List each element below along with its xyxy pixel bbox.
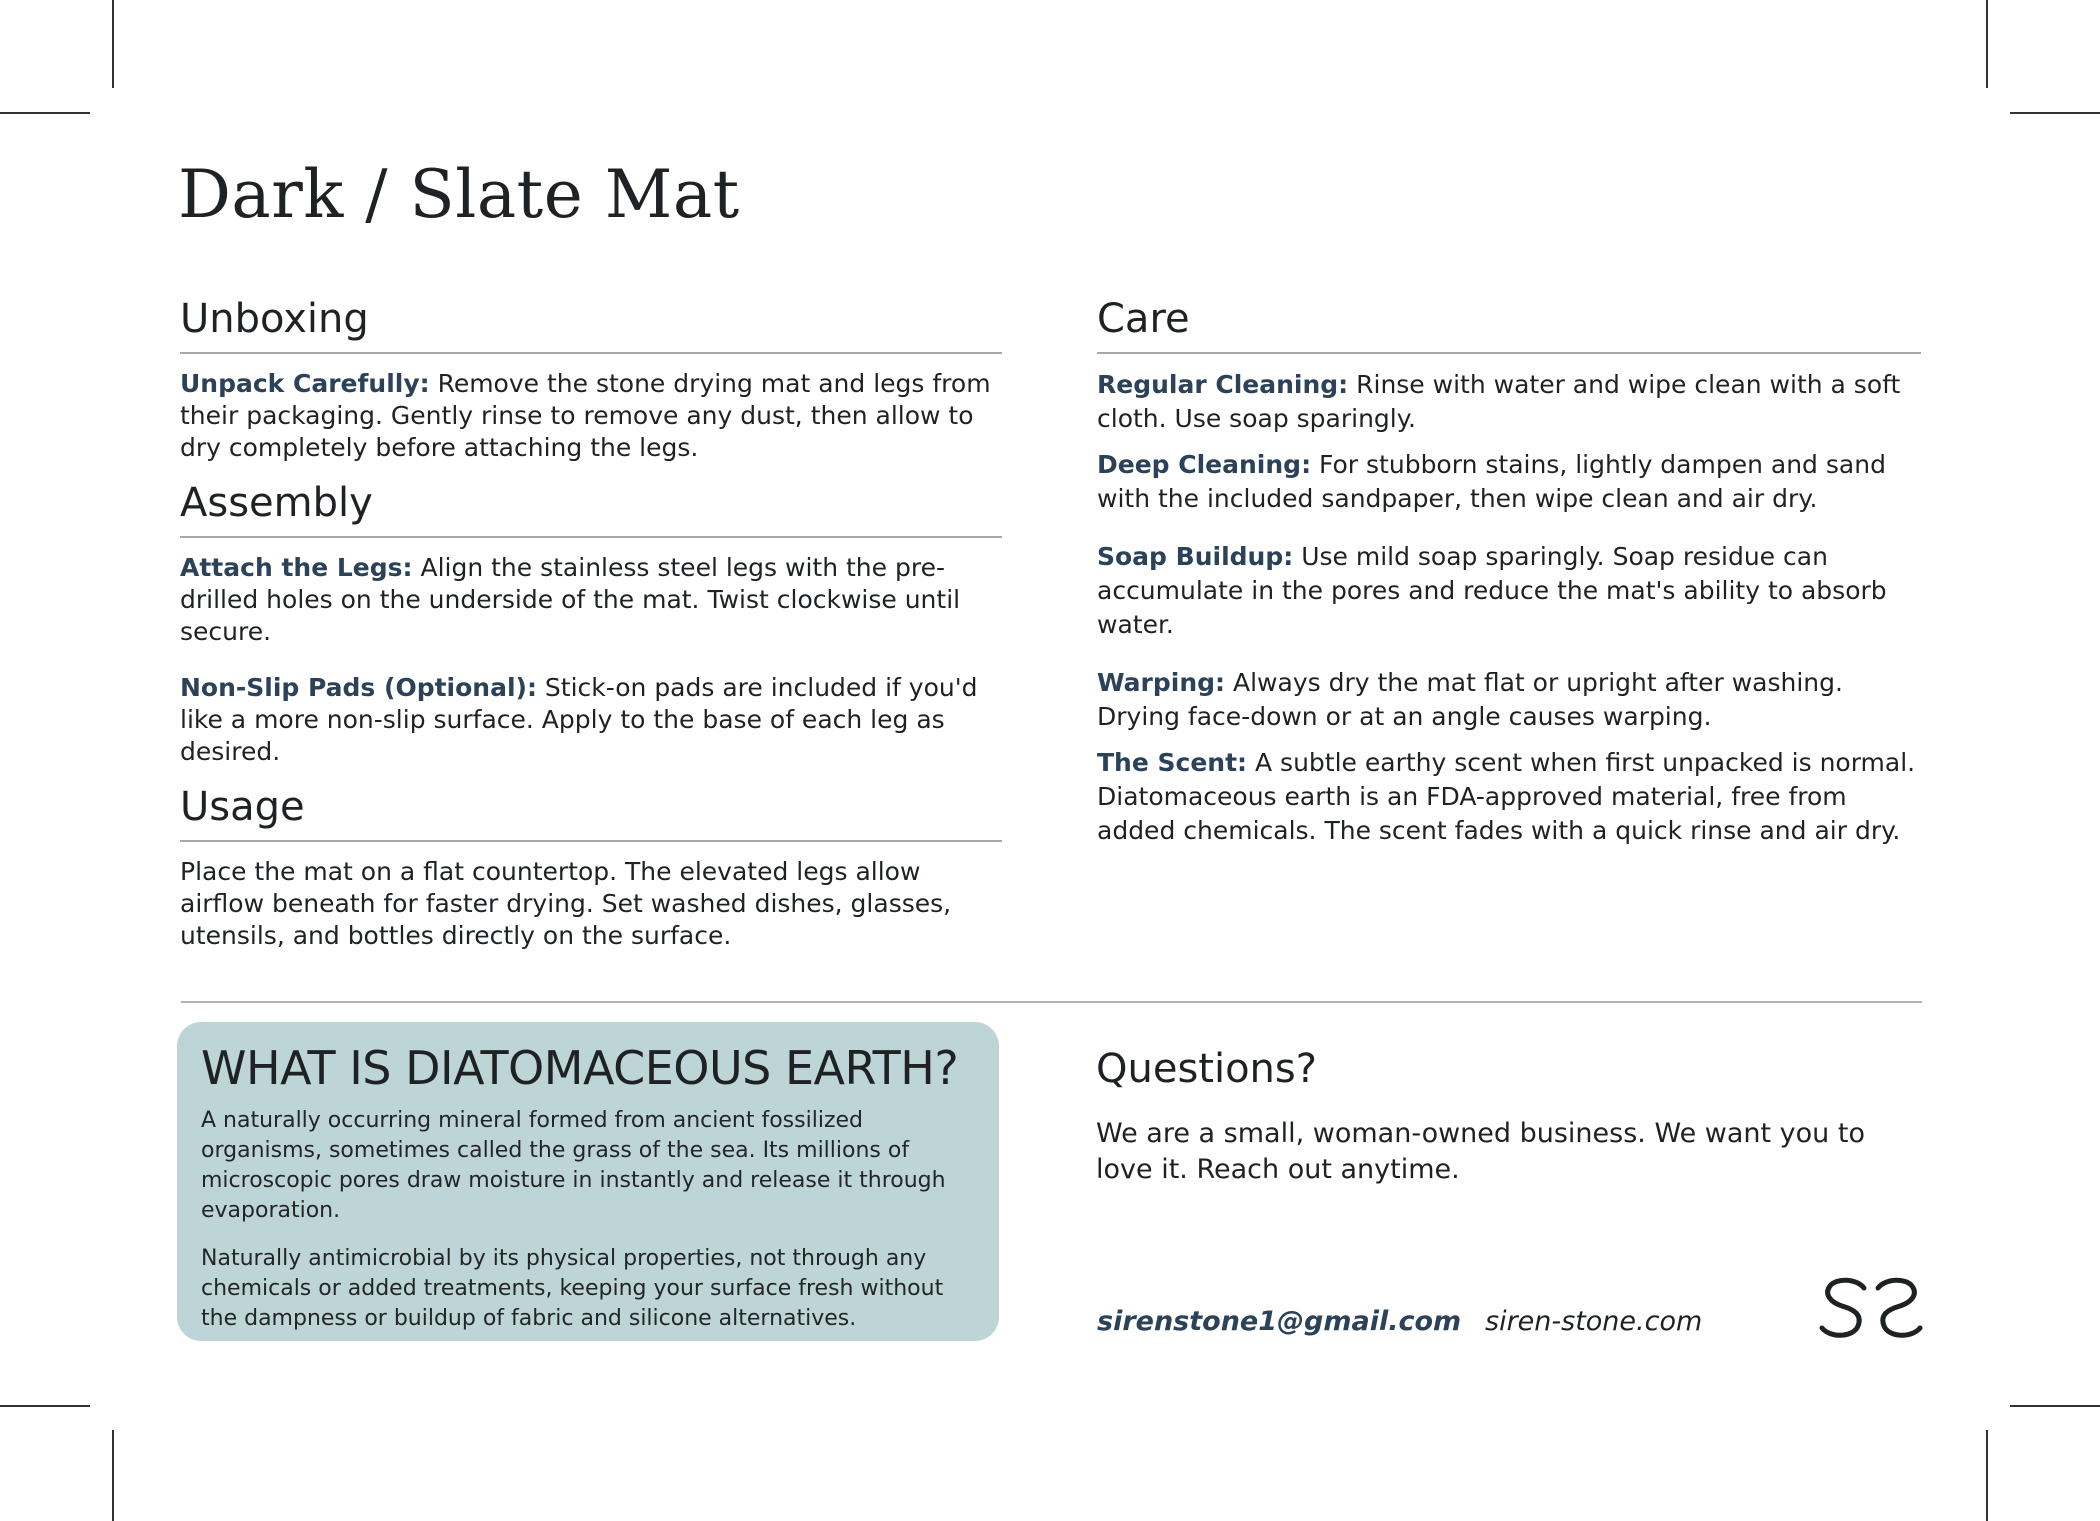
info-box-title: WHAT IS DIATOMACEOUS EARTH? [201, 1041, 959, 1095]
care-item [1097, 666, 1921, 734]
unboxing-item [180, 368, 1002, 464]
website-link[interactable]: siren-stone.com [1485, 1306, 1703, 1337]
crop-mark [0, 112, 90, 114]
crop-mark [2010, 112, 2100, 114]
item-text: For stubborn stains, lightly dampen and sand with the included sandpaper, then wipe clean and air dry. [1097, 450, 1886, 513]
item-label: Warping: [1097, 668, 1226, 697]
item-text: Remove the stone drying mat and legs from their packaging. Gently rinse to remove any dust, then allow to dry completely before attaching the legs. [180, 369, 991, 462]
care-item [1097, 746, 1921, 848]
section-heading-usage: Usage [180, 786, 1002, 842]
care-item [1097, 448, 1921, 516]
questions-section [1096, 1046, 1922, 1188]
item-label: Non-Slip Pads (Optional): [180, 673, 537, 702]
item-text: Rinse with water and wipe clean with a soft cloth. Use soap sparingly. [1097, 370, 1901, 433]
crop-mark [1986, 1430, 1988, 1521]
item-label: Unpack Carefully: [180, 369, 430, 398]
questions-text: We are a small, woman-owned business. We want you to love it. Reach out anytime. [1096, 1118, 1865, 1185]
crop-mark [2010, 1405, 2100, 1407]
section-heading-assembly: Assembly [180, 482, 1002, 538]
crop-mark [112, 0, 114, 88]
section-heading-care: Care [1097, 298, 1921, 354]
item-label: Regular Cleaning: [1097, 370, 1349, 399]
care-column [1097, 298, 1921, 862]
email-link[interactable]: sirenstone1@gmail.com [1097, 1306, 1462, 1337]
section-heading-unboxing: Unboxing [180, 298, 1002, 354]
info-box [177, 1022, 999, 1341]
care-item [1097, 368, 1921, 436]
item-text: A subtle earthy scent when first unpacked is normal. Diatomaceous earth is an FDA-approved material, free from added chemicals. The scent fades with a quick rinse and air dry. [1097, 748, 1916, 845]
care-item [1097, 540, 1921, 642]
questions-title: Questions? [1096, 1046, 1317, 1092]
crop-mark [112, 1430, 114, 1521]
item-label: The Scent: [1097, 748, 1248, 777]
item-label: Soap Buildup: [1097, 542, 1294, 571]
item-text: Stick-on pads are included if you'd like a more non-slip surface. Apply to the base of each leg as desired. [180, 673, 978, 766]
page-title: Dark / Slate Mat [178, 156, 740, 233]
info-box-paragraph: Naturally antimicrobial by its physical properties, not through any chemicals or added treatments, keeping your surface fresh without the dampness or buildup of fabric and silicone alternatives. [201, 1246, 944, 1332]
crop-mark [1986, 0, 1988, 88]
item-text: Use mild soap sparingly. Soap residue can accumulate in the pores and reduce the mat's ability to absorb water. [1097, 542, 1887, 639]
item-label: Deep Cleaning: [1097, 450, 1312, 479]
crop-mark [0, 1405, 90, 1407]
info-box-paragraph: A naturally occurring mineral formed from ancient fossilized organisms, sometimes called the grass of the sea. Its millions of microscopic pores draw moisture in instantly and release it through evaporation. [201, 1108, 946, 1224]
item-text: Always dry the mat flat or upright after washing. Drying face-down or at an angle causes warping. [1097, 668, 1843, 731]
siren-stone-ss-logo-icon [1818, 1276, 1924, 1340]
left-column [180, 298, 1002, 966]
assembly-item [180, 552, 1002, 648]
section-divider [181, 1001, 1922, 1003]
usage-text: Place the mat on a flat countertop. The elevated legs allow airflow beneath for faster drying. Set washed dishes, glasses, utensils, and bottles directly on the surface. [180, 857, 952, 950]
item-text: Align the stainless steel legs with the pre-drilled holes on the underside of the mat. Twist clockwise until secure. [180, 553, 961, 646]
assembly-item [180, 672, 1002, 768]
item-label: Attach the Legs: [180, 553, 413, 582]
